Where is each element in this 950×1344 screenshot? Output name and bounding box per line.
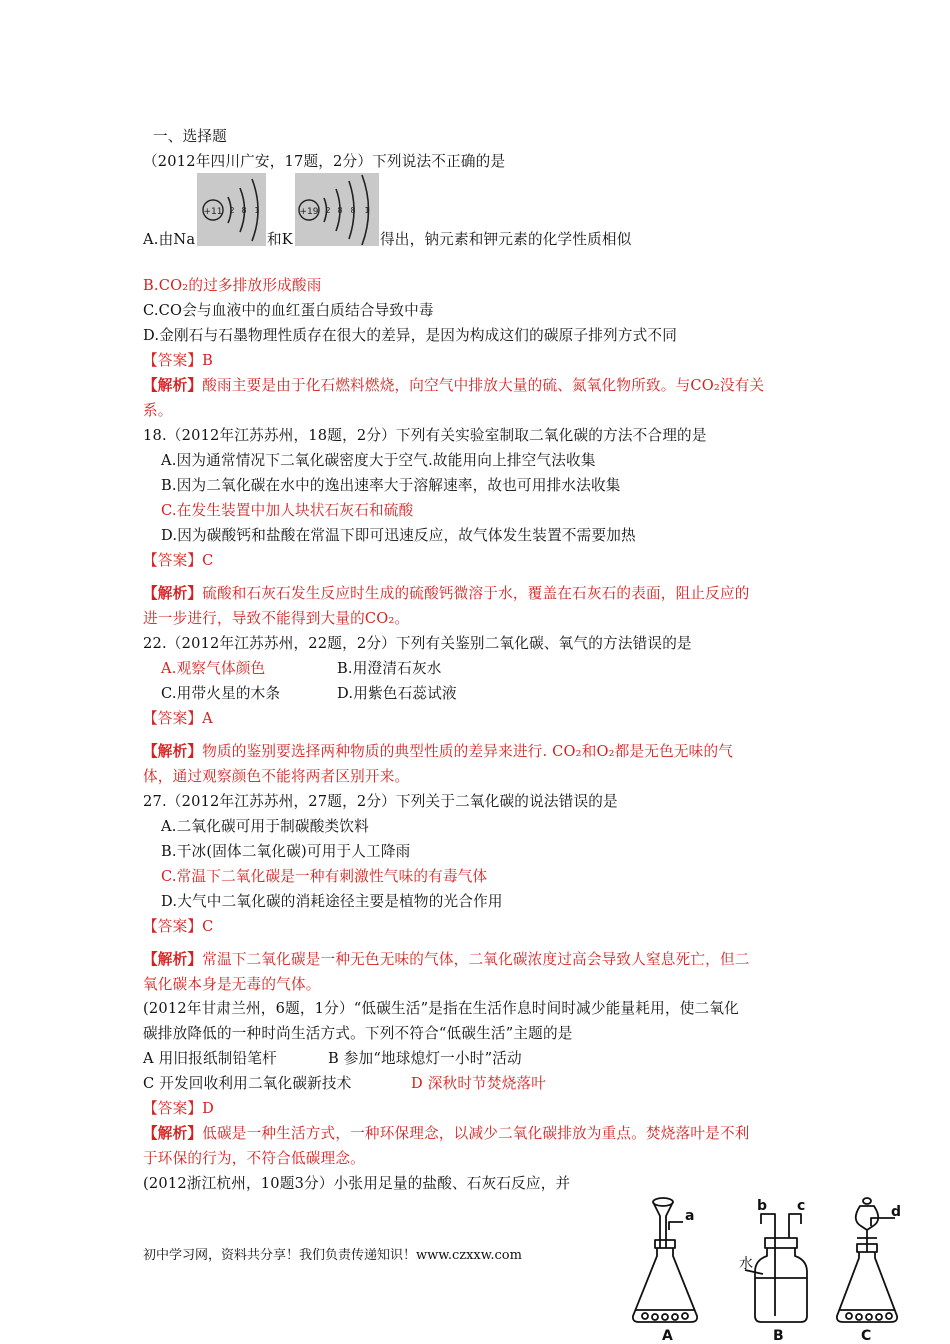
q18-analysis-tag: 【解析】: [143, 585, 203, 602]
q27-analysis: [143, 950, 750, 970]
q27-stem: 27.（2012年江苏苏州，27题，2分）下列关于二氧化碳的说法错误的是: [143, 793, 618, 810]
q22-answer: 【答案】A: [143, 710, 213, 727]
q6-option-a: A 用旧报纸制铅笔杆: [143, 1050, 277, 1067]
q22-option-c: C.用带火星的木条: [161, 685, 281, 702]
q17-option-a-prefix: A.由Na: [143, 231, 196, 248]
q17-stem: （2012年四川广安，17题，2分）下列说法不正确的是: [143, 153, 506, 170]
k-shell-3: 8: [350, 206, 356, 215]
k-shell-4: 1: [364, 206, 370, 215]
q6-option-c: C 开发回收利用二氧化碳新技术: [143, 1075, 352, 1092]
k-shell-2: 8: [337, 206, 343, 215]
q17-option-a-suffix: 得出，钠元素和钾元素的化学性质相似: [380, 231, 632, 248]
k-shell-1: 2: [325, 206, 331, 215]
q17-analysis-line2: 系。: [143, 402, 173, 419]
q22-analysis: [143, 742, 733, 762]
na-shell-1: 2: [229, 206, 235, 215]
apparatus-b: [745, 1214, 807, 1322]
q22-analysis-line1: 物质的鉴别要选择两种物质的典型性质的差异来进行. CO₂和O₂都是无色无味的气: [202, 743, 734, 760]
q6-analysis-line2: 于环保的行为，不符合低碳理念。: [143, 1150, 365, 1167]
q6-option-d: D 深秋时节焚烧落叶: [411, 1075, 547, 1092]
q17-option-d: D.金刚石与石墨物理性质存在很大的差异，是因为构成这们的碳原子排列方式不同: [143, 327, 678, 344]
q6-analysis-tag: 【解析】: [143, 1125, 203, 1142]
q27-option-b: B.干冰(固体二氧化碳)可用于人工降雨: [161, 843, 411, 860]
q27-analysis-line1: 常温下二氧化碳是一种无色无味的气体，二氧化碳浓度过高会导致人窒息死亡，但二: [202, 951, 750, 968]
q27-answer: 【答案】C: [143, 918, 214, 935]
q18-option-a: A.因为通常情况下二氧化碳密度大于空气.故能用向上排空气法收集: [161, 452, 596, 469]
q17-answer: 【答案】B: [143, 352, 214, 369]
q22-stem: 22.（2012年江苏苏州，22题，2分）下列有关鉴别二氧化碳、氧气的方法错误的是: [143, 635, 692, 652]
q27-option-d: D.大气中二氧化碳的消耗途径主要是植物的光合作用: [161, 893, 503, 910]
q17-option-b: B.CO₂的过多排放形成酸雨: [143, 277, 322, 294]
q6-analysis: [143, 1124, 750, 1144]
apparatus-c: [837, 1198, 897, 1322]
q17-analysis-tag: 【解析】: [143, 377, 203, 394]
q18-answer: 【答案】C: [143, 552, 214, 569]
q18-stem: 18.（2012年江苏苏州，18题，2分）下列有关实验室制取二氧化碳的方法不合理的是: [143, 427, 707, 444]
sodium-atom-structure-image: [197, 173, 266, 246]
q27-analysis-line2: 氧化碳本身是无毒的气体。: [143, 976, 321, 993]
q17-option-a-mid: 和K: [267, 231, 293, 248]
q18-analysis: [143, 584, 750, 604]
apparatus-c-label: C: [861, 1328, 872, 1342]
apparatus-b-label: B: [773, 1328, 784, 1342]
potassium-atom-structure-image: [295, 173, 379, 246]
q27-option-a: A.二氧化碳可用于制碳酸类饮料: [161, 818, 369, 835]
q6-option-b: B 参加“地球熄灯一小时”活动: [328, 1050, 522, 1067]
section-title: 一、选择题: [153, 128, 227, 145]
apparatus-diagram: [605, 1196, 925, 1342]
apparatus-a-label: A: [662, 1328, 673, 1342]
port-b-label: b: [757, 1198, 768, 1214]
q22-analysis-tag: 【解析】: [143, 743, 203, 760]
water-label: 水: [739, 1256, 753, 1272]
q22-analysis-line2: 体，通过观察颜色不能将两者区别开来。: [143, 768, 410, 785]
q18-analysis-line2: 进一步进行，导致不能得到大量的CO₂。: [143, 610, 410, 627]
na-shell-2: 8: [241, 206, 247, 215]
q18-option-d: D.因为碳酸钙和盐酸在常温下即可迅速反应，故气体发生装置不需要加热: [161, 527, 636, 544]
k-nucleus-label: +19: [299, 207, 319, 217]
na-shell-3: 1: [254, 206, 260, 215]
q18-analysis-line1: 硫酸和石灰石发生反应时生成的硫酸钙微溶于水，覆盖在石灰石的表面，阻止反应的: [202, 585, 750, 602]
q6-stem-line2: 碳排放降低的一种时尚生活方式。下列不符合“低碳生活”主题的是: [143, 1025, 573, 1042]
q27-option-c: C.常温下二氧化碳是一种有刺激性气味的有毒气体: [161, 868, 488, 885]
q22-option-d: D.用紫色石蕊试液: [337, 685, 457, 702]
q6-answer: 【答案】D: [143, 1100, 215, 1117]
q17-option-c: C.CO会与血液中的血红蛋白质结合导致中毒: [143, 302, 434, 319]
port-c-label: c: [797, 1198, 806, 1214]
q27-analysis-tag: 【解析】: [143, 951, 203, 968]
q22-option-a: A.观察气体颜色: [161, 660, 266, 677]
q18-option-b: B.因为二氧化碳在水中的逸出速率大于溶解速率，故也可用排水法收集: [161, 477, 621, 494]
q18-option-c: C.在发生装置中加人块状石灰石和硫酸: [161, 502, 414, 519]
footer-text: 初中学习网，资料共分享！我们负责传递知识！www.czxxw.com: [143, 1248, 522, 1263]
q6-stem-line1: (2012年甘肃兰州，6题，1分）“低碳生活”是指在生活作息时间时减少能量耗用，使二氧化: [143, 1000, 739, 1017]
q17-analysis-line1: 酸雨主要是由于化石燃料燃烧，向空气中排放大量的硫、氮氧化物所致。与CO₂没有关: [202, 377, 765, 394]
q22-option-b: B.用澄清石灰水: [337, 660, 442, 677]
na-nucleus-label: +11: [203, 207, 223, 217]
q10-stem: (2012浙江杭州，10题3分）小张用足量的盐酸、石灰石反应，并: [143, 1175, 571, 1192]
port-a-label: a: [685, 1208, 695, 1224]
q6-analysis-line1: 低碳是一种生活方式，一种环保理念，以减少二氧化碳排放为重点。焚烧落叶是不利: [202, 1125, 750, 1142]
port-d-label: d: [891, 1204, 902, 1220]
q17-analysis: [143, 376, 764, 396]
